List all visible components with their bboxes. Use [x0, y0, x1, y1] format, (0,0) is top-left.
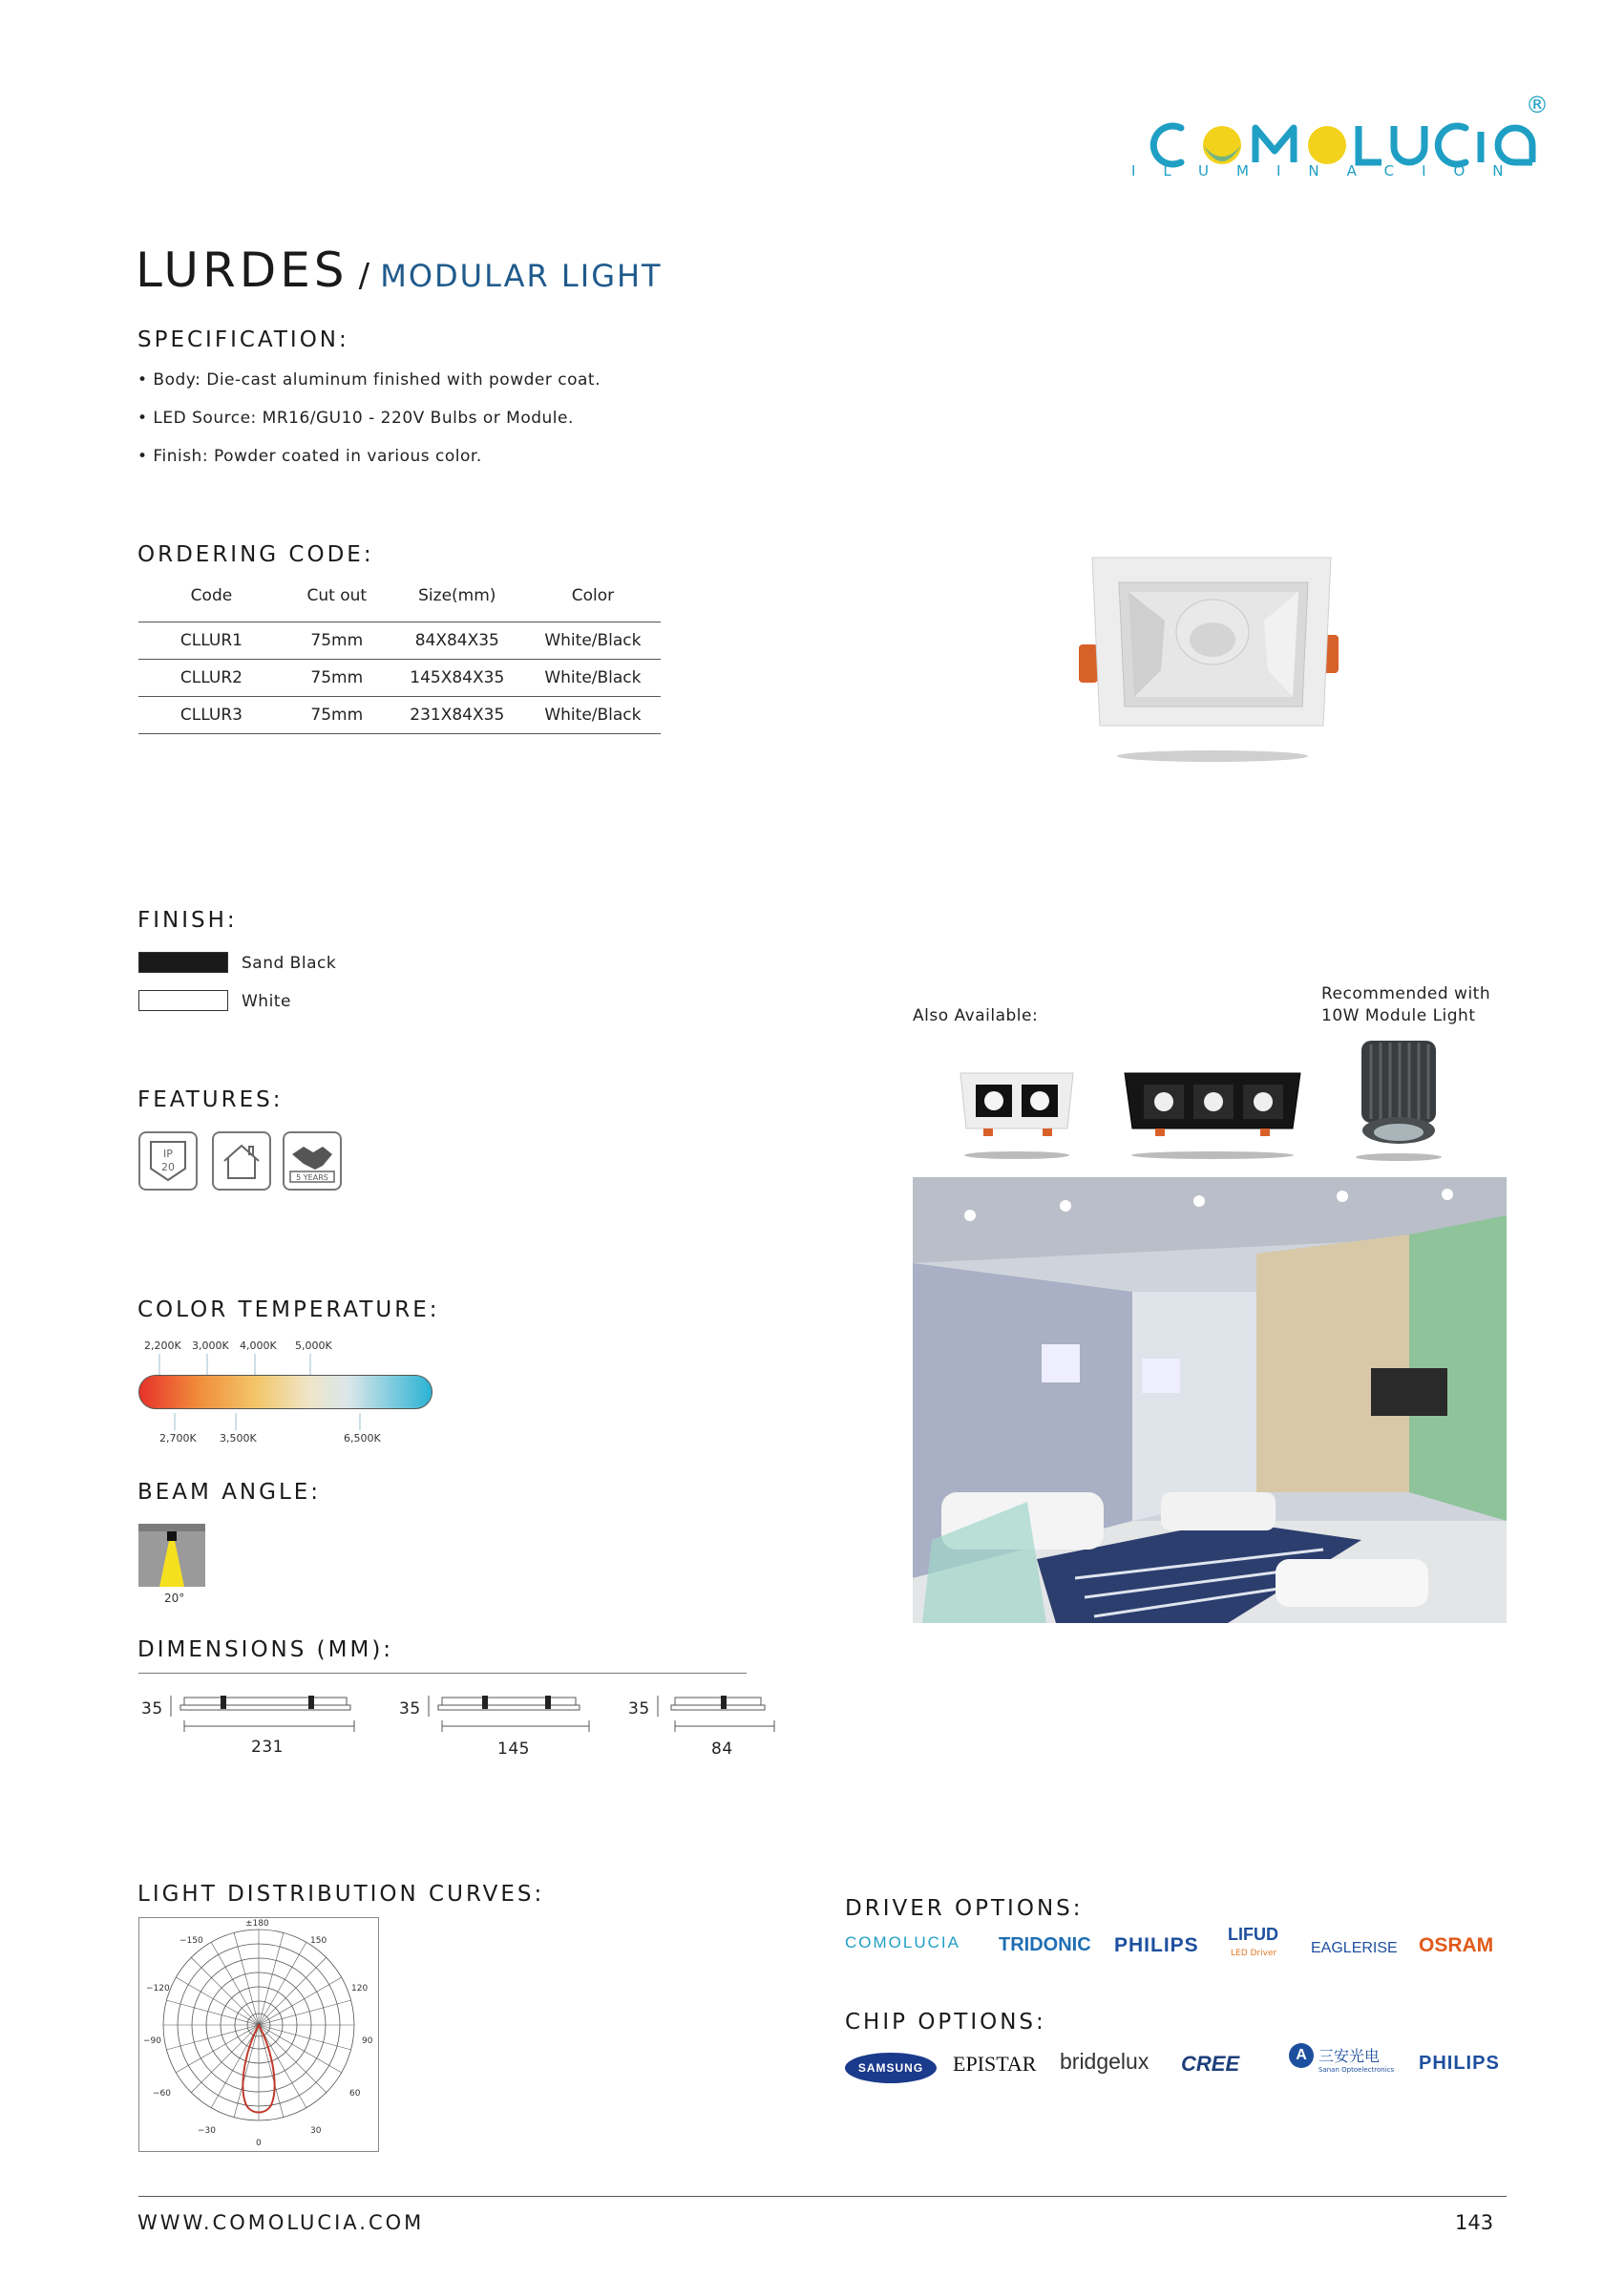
angle-label: −90 [143, 2036, 161, 2046]
finish-label: Sand Black [242, 954, 337, 973]
column-header: Color [571, 586, 615, 605]
angle-label: −30 [198, 2126, 216, 2136]
chip-brand-cree: CREE [1181, 2052, 1240, 2076]
cct-label-bottom: 2,700K [159, 1432, 197, 1445]
color-temperature-heading: COLOR TEMPERATURE: [137, 1297, 440, 1322]
beam-angle-value: 20° [164, 1592, 185, 1605]
driver-brand-philips: PHILIPS [1114, 1934, 1199, 1956]
also-available-label: Also Available: [913, 1006, 1039, 1025]
double-light-image [955, 1060, 1079, 1165]
polar-diagram [138, 1917, 379, 2152]
table-cell: 145X84X35 [390, 660, 525, 697]
module-light-image [1346, 1031, 1451, 1165]
triple-light-image [1117, 1060, 1308, 1165]
table-header-row [138, 570, 661, 622]
chip-options-heading: CHIP OPTIONS: [845, 2010, 1046, 2035]
registered-mark: ® [1526, 92, 1549, 118]
spec-item: • LED Source: MR16/GU10 - 220V Bulbs or Module. [137, 409, 574, 428]
angle-label: −150 [179, 1936, 203, 1946]
beam-angle-heading: BEAM ANGLE: [137, 1480, 322, 1505]
finish-heading: FINISH: [137, 908, 238, 933]
chip-brand-philips: PHILIPS [1419, 2053, 1500, 2074]
table-cell: 75mm [285, 622, 390, 660]
ip-rating-text: 20 [161, 1161, 175, 1173]
dimensions-rule [138, 1673, 747, 1674]
angle-label-bottom: 0 [256, 2139, 262, 2148]
cct-gradient-bar [138, 1375, 432, 1409]
product-image [1069, 544, 1346, 773]
finish-swatch-black [138, 952, 228, 973]
dim-drawing-231 [167, 1690, 358, 1738]
driver-brand-osram: OSRAM [1419, 1934, 1494, 1956]
driver-options-heading: DRIVER OPTIONS: [845, 1896, 1084, 1921]
ordering-table [138, 570, 661, 734]
dim-width-label: 231 [251, 1738, 284, 1757]
chip-brand-bridgelux: bridgelux [1060, 2049, 1149, 2074]
brand-tagline: ILUMINACIÓN [1131, 162, 1531, 179]
table-cell: White/Black [525, 660, 661, 697]
page-number: 143 [1455, 2211, 1494, 2234]
room-interior-photo [913, 1177, 1507, 1623]
driver-brand-lifud: LIFUD [1228, 1925, 1278, 1944]
cct-label-top: 5,000K [295, 1339, 332, 1352]
recommended-line-2: 10W Module Light [1321, 1006, 1476, 1025]
column-header: Cut out [306, 586, 368, 605]
cct-label-bottom: 6,500K [344, 1432, 381, 1445]
finish-swatch-white [138, 990, 228, 1011]
ip20-icon [138, 1131, 198, 1191]
table-cell: CLLUR3 [138, 697, 285, 734]
product-name: LURDES [136, 243, 348, 298]
product-subtitle: MODULAR LIGHT [380, 258, 663, 294]
spec-item: • Finish: Powder coated in various color. [137, 447, 482, 466]
specification-heading: SPECIFICATION: [137, 327, 349, 352]
features-heading: FEATURES: [137, 1087, 284, 1112]
column-header: Size(mm) [418, 586, 496, 605]
cct-label-bottom: 3,500K [220, 1432, 257, 1445]
dim-drawing-84 [654, 1690, 778, 1738]
dim-drawing-145 [425, 1690, 597, 1738]
table-row [138, 660, 661, 697]
warranty-text: 5 YEARS [296, 1173, 328, 1182]
spec-item: • Body: Die-cast aluminum finished with powder coat. [137, 370, 601, 390]
ordering-code-heading: ORDERING CODE: [137, 542, 374, 567]
cct-label-top: 2,200K [144, 1339, 181, 1352]
recommended-line-1: Recommended with [1321, 984, 1491, 1003]
dimensions-heading: DIMENSIONS (MM): [137, 1637, 394, 1662]
chip-brand-sanan: 三安光电 [1318, 2047, 1381, 2065]
ip-text: IP [163, 1148, 173, 1160]
dim-width-label: 145 [497, 1740, 530, 1759]
angle-label: 120 [351, 1984, 369, 1993]
angle-label: 60 [349, 2089, 361, 2099]
table-cell: CLLUR1 [138, 622, 285, 660]
dim-height-label: 35 [628, 1699, 650, 1719]
driver-brand-comolucia [845, 1933, 979, 1952]
cct-label-top: 3,000K [192, 1339, 229, 1352]
table-cell: 231X84X35 [390, 697, 525, 734]
table-row [138, 697, 661, 734]
driver-brand-eaglerise: EAGLERISE [1311, 1940, 1398, 1956]
warranty-handshake-icon [283, 1131, 342, 1191]
table-cell: 75mm [285, 660, 390, 697]
cct-label-top: 4,000K [240, 1339, 277, 1352]
angle-label: −60 [153, 2089, 171, 2099]
footer-rule [138, 2196, 1507, 2197]
angle-label-top: ±180 [245, 1919, 269, 1929]
angle-label: 90 [362, 2036, 373, 2046]
angle-label: −120 [146, 1984, 170, 1993]
beam-angle-diagram [138, 1524, 205, 1587]
indoor-house-icon [212, 1131, 271, 1191]
driver-brand-label: COMOLUCIA [845, 1933, 960, 1951]
finish-label: White [242, 992, 291, 1011]
angle-label: 150 [310, 1936, 327, 1946]
table-row [138, 622, 661, 660]
chip-brand-label: SAMSUNG [857, 2061, 924, 2075]
table-cell: 75mm [285, 697, 390, 734]
table-cell: CLLUR2 [138, 660, 285, 697]
angle-label: 30 [310, 2126, 322, 2136]
sanan-logo-icon: A [1289, 2043, 1314, 2068]
lifud-subtitle: LED Driver [1231, 1949, 1277, 1958]
product-title [136, 243, 663, 298]
light-distribution-heading: LIGHT DISTRIBUTION CURVES: [137, 1882, 545, 1907]
column-header: Code [190, 586, 233, 605]
table-cell: White/Black [525, 622, 661, 660]
driver-brand-tridonic: TRIDONIC [999, 1934, 1091, 1955]
dim-height-label: 35 [141, 1699, 163, 1719]
chip-brand-epistar: EPISTAR [953, 2052, 1037, 2076]
title-separator: / [358, 257, 370, 295]
dim-height-label: 35 [399, 1699, 421, 1719]
chip-brand-samsung [845, 2053, 937, 2083]
footer-website[interactable]: WWW.COMOLUCIA.COM [137, 2211, 425, 2234]
table-cell: White/Black [525, 697, 661, 734]
sanan-subtitle: Sanan Optoelectronics [1318, 2066, 1395, 2074]
dim-width-label: 84 [711, 1740, 733, 1759]
table-cell: 84X84X35 [390, 622, 525, 660]
